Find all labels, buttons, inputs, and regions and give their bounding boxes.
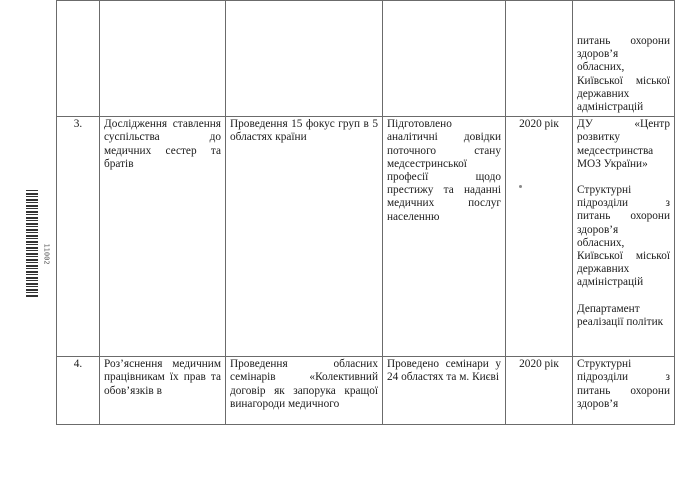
org-line: Структурні [577, 184, 632, 197]
action-cell [226, 1, 383, 117]
year-cell: 2020 рік [506, 357, 573, 425]
row-number [57, 1, 100, 117]
org-line: здоров’я [577, 223, 619, 236]
org-line: МОЗ України» [577, 157, 648, 170]
org-line: ДУ «Центр [577, 118, 670, 131]
org-line: адміністрацій [577, 101, 644, 114]
org-line: медсестринства [577, 144, 654, 157]
org-line: Київської міської [577, 250, 670, 263]
table-row [57, 357, 675, 425]
plan-table [56, 0, 675, 425]
table-row [57, 117, 675, 357]
org-line: адміністрацій [577, 276, 644, 289]
result-cell: Проведено семінари у 24 областях та м. Києві [383, 357, 506, 425]
org-line: здоров’я [577, 397, 619, 410]
study-cell: Роз’яснення медичним працівникам їх прав та обов’язків в [100, 357, 226, 425]
responsible-cell [573, 357, 675, 425]
org-line: обласних, [577, 61, 625, 74]
year-cell: 2020 рік [506, 117, 573, 357]
row-number: 3. [57, 117, 100, 357]
org-line: обласних, [577, 236, 625, 249]
table-row [57, 1, 675, 117]
org-line: питань охорони [577, 35, 670, 47]
action-cell: Проведення обласних семінарів «Колективний договір як запорука кращої винагороди медичного [226, 357, 383, 425]
responsible-cell [573, 117, 675, 357]
org-line: Київської міської [577, 74, 670, 87]
study-cell: Дослідження ставлення суспільства до медичних сестер та братів [100, 117, 226, 357]
row-number: 4. [57, 357, 100, 425]
org-line: підрозділи з [577, 197, 670, 210]
study-cell [100, 1, 226, 117]
org-line: реалізації політик [577, 315, 664, 328]
side-page-code: 11002 [42, 243, 51, 265]
org-line: Структурні [577, 358, 632, 371]
result-cell [383, 1, 506, 117]
year-cell [506, 1, 573, 117]
org-line: державних [577, 263, 630, 276]
org-line: питань охорони [577, 384, 670, 397]
org-line: Департамент [577, 302, 640, 315]
org-line: здоров’я [577, 48, 619, 61]
org-line: державних [577, 87, 630, 100]
barcode-stamp [26, 190, 38, 298]
org-line: питань охорони [577, 210, 670, 223]
result-cell: Підготовлено аналітичні довідки поточного стану медсестринської професії щодо престижу та наданні медичних послуг населенню [383, 117, 506, 357]
action-cell: Проведення 15 фокус груп в 5 областях країни [226, 117, 383, 357]
org-line: розвитку [577, 131, 621, 144]
responsible-cell [573, 1, 675, 117]
org-line: підрозділи з [577, 371, 670, 384]
